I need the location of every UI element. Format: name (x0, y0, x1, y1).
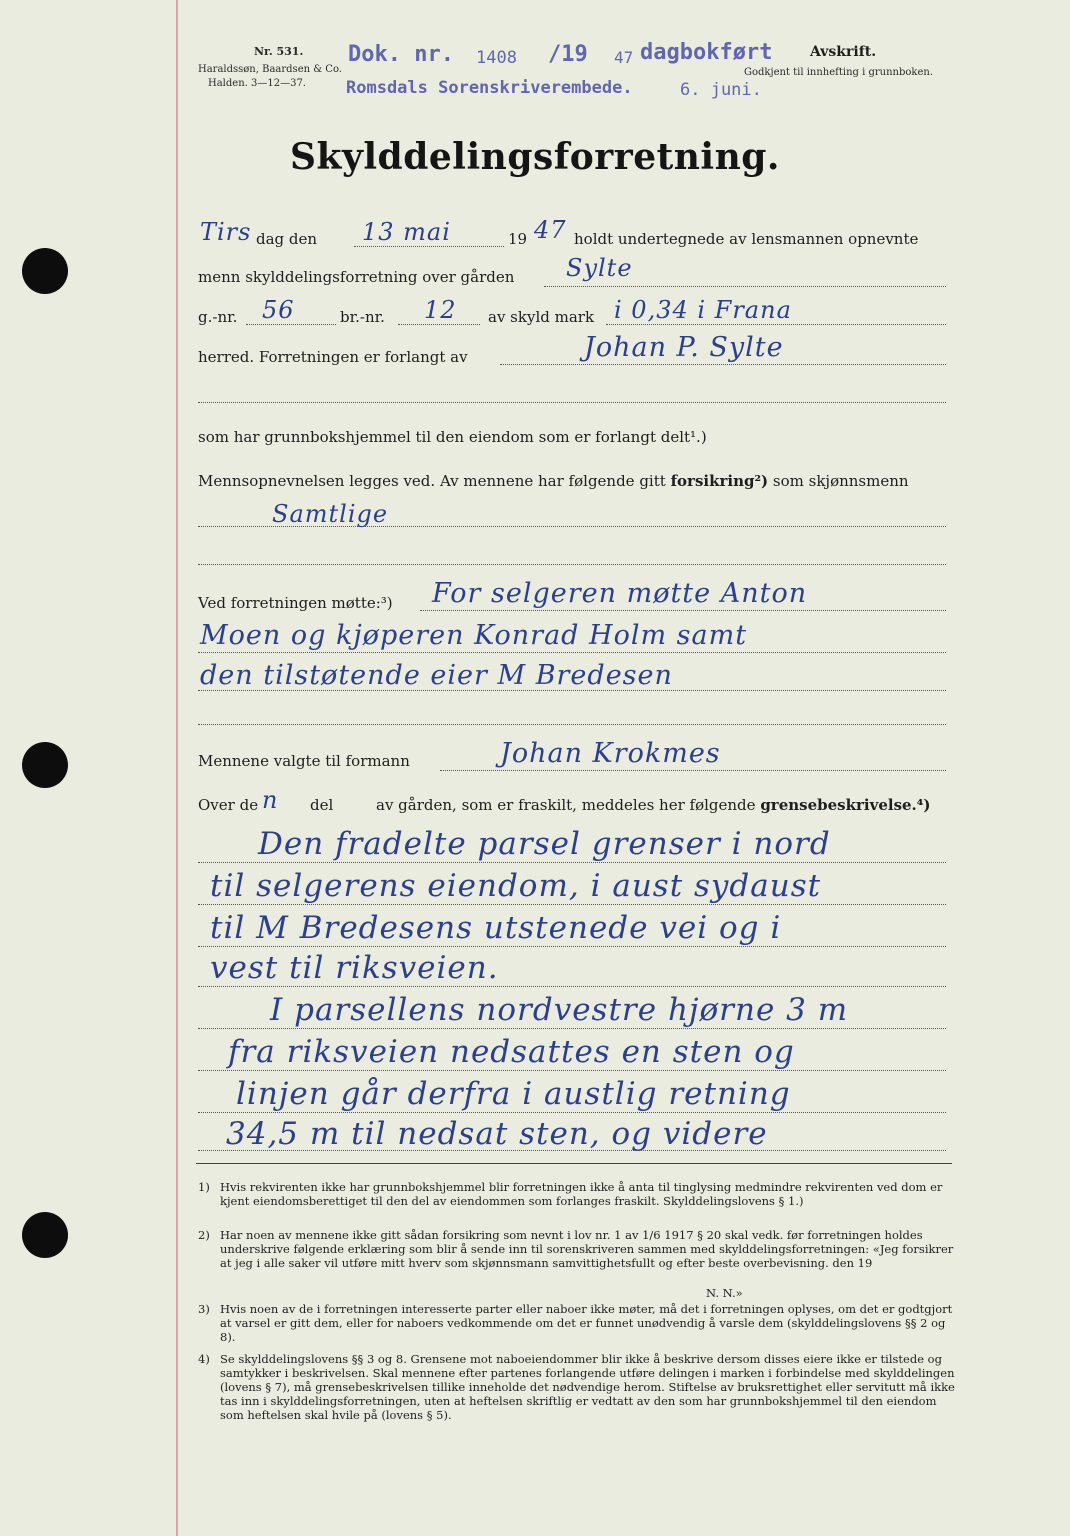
punch-hole (22, 248, 68, 294)
desc-line-8: 34,5 m til nedsat sten, og videre (226, 1116, 768, 1152)
brnr-label: br.-nr. (340, 308, 385, 326)
desc-rule-5 (198, 1028, 946, 1029)
ved-text: Ved forretningen møtte:³) (198, 594, 393, 612)
stamp-dok-label: Dok. nr. (348, 42, 454, 67)
mote-rule-3 (198, 690, 946, 691)
stamp-office: Romsdals Sorenskriverembede. (346, 78, 633, 98)
gnr-rule (246, 324, 336, 325)
blank-rule-2 (198, 564, 946, 565)
desc-line-6: fra riksveien nedsattes en sten og (228, 1034, 795, 1070)
samtlige-rule (198, 526, 946, 527)
footnote-2-num: 2) (198, 1228, 210, 1242)
over-prefix: Over de (198, 796, 259, 814)
desc-rule-8 (198, 1150, 946, 1151)
godkjent-note: Godkjent til innhefting i grunnboken. (744, 67, 933, 78)
requester-handwritten: Johan P. Sylte (584, 332, 784, 363)
desc-rule-3 (198, 946, 946, 947)
desc-rule-4 (198, 986, 946, 987)
footnote-4-text: Se skylddelingslovens §§ 3 og 8. Grensene mot naboeiendommer blir ikke å beskrive dersom disses eiere ikke er tilstede og samtykker i beskrivelsen. Skal mennene efter partenes forlangende utføre delingen i marken i forbindelse med skylddelingen (lovens § 7), må grensebeskrivelsen tillike inneholde det nødvendige herom. Stiftelse av bruksrettighet eller servitutt må ikke tas inn i skylddelingsforretningen, uten at heftelsen skriftlig er vedtatt av den som har grunnbokshjemmel til den eiendom som heftelsen skal hvile på (lovens § 5). (220, 1352, 955, 1422)
form-number: Nr. 531. (254, 45, 304, 58)
requester-rule (500, 364, 946, 365)
dag-den-label: dag den (256, 230, 318, 248)
footnote-separator (196, 1163, 952, 1164)
mote-line2-handwritten: Moen og kjøperen Konrad Holm samt (200, 620, 748, 651)
desc-line-5: I parsellens nordvestre hjørne 3 m (270, 992, 849, 1028)
formann-text: Mennene valgte til formann (198, 752, 410, 770)
forsikring-bold: forsikring²) (670, 472, 769, 490)
desc-rule-1 (198, 862, 946, 863)
desc-rule-2 (198, 904, 946, 905)
farm-rule (544, 286, 946, 287)
brnr-handwritten: 12 (424, 296, 457, 324)
footnote-1-text: Hvis rekvirenten ikke har grunnbokshjemmel blir forretningen ikke å anta til tinglysing medmindre rekvirenten ved dom er kjent eiendomsberettiget til den del av eiendommen som forlanges fraskilt. Skylddelingslovens § 1.) (220, 1180, 943, 1208)
menn-text: menn skylddelingsforretning over gården (198, 268, 515, 286)
samtlige-handwritten: Samtlige (272, 500, 389, 528)
footnote-3-num: 3) (198, 1302, 210, 1316)
date-handwritten: 13 mai (362, 218, 451, 246)
over-rest: av gården, som er fraskilt, meddeles her følgende (376, 796, 756, 814)
punch-hole (22, 1212, 68, 1258)
year-handwritten: 47 (534, 216, 567, 244)
formann-handwritten: Johan Krokmes (500, 738, 721, 769)
stamp-year-prefix: /19 (548, 42, 588, 67)
stamp-number: 1408 (476, 48, 517, 68)
over-handwritten: n (262, 786, 279, 814)
mote-line1-handwritten: For selgeren møtte Anton (432, 578, 808, 609)
desc-line-2: til selgerens eiendom, i aust sydaust (210, 868, 822, 904)
grense-bold: grensebeskrivelse.⁴) (760, 796, 931, 814)
skjonn-text: som skjønnsmenn (772, 472, 909, 490)
document-title: Skylddelingsforretning. (290, 136, 780, 178)
desc-line-1: Den fradelte parsel grenser i nord (258, 826, 831, 862)
desc-line-4: vest til riksveien. (210, 950, 499, 986)
menns-text (198, 472, 909, 490)
mote-rule-1 (420, 610, 946, 611)
footnote-3-text: Hvis noen av de i forretningen interesserte parter eller naboer ikke møter, må det i forretningen oplyses, om det er godtgjort at varsel er gitt dem, eller for naboers vedkommende om det er funnet unødvendig å varsle dem (skylddelingslovens §§ 2 og 8). (220, 1302, 953, 1344)
blank-rule (198, 402, 946, 403)
desc-line-7: linjen går derfra i austlig retning (236, 1076, 791, 1112)
publisher-line1: Haraldssøn, Baardsen & Co. (198, 64, 342, 75)
blank-rule-3 (198, 724, 946, 725)
skyld-rule (606, 324, 946, 325)
footnote-1-num: 1) (198, 1180, 210, 1194)
stamp-year: 47 (614, 48, 634, 67)
gnr-label: g.-nr. (198, 308, 238, 326)
herred-text: herred. Forretningen er forlangt av (198, 348, 468, 366)
footnote-2-signature (706, 1286, 743, 1300)
publisher-line2: Halden. 3—12—37. (208, 78, 306, 89)
desc-rule-6 (198, 1070, 946, 1071)
margin-line (176, 0, 178, 1536)
footnote-2-nn: N. N.» (706, 1286, 743, 1300)
over-rest-line (376, 796, 930, 814)
holdt-text: holdt undertegnede av lensmannen opnevnte (574, 230, 919, 248)
mote-line3-handwritten: den tilstøtende eier M Bredesen (200, 660, 673, 691)
footnote-2-text: Har noen av mennene ikke gitt sådan forsikring som nevnt i lov nr. 1 av 1/6 1917 § 20 skal vedk. før forretningen holdes underskrive følgende erklæring som blir å sende inn til sorenskriveren sammen med skylddelingsforretningen: «Jeg forsikrer at jeg i alle saker vil utføre mitt hverv som skjønnsmann samvittighetsfullt og efter beste overbevisning. den 19 (220, 1228, 954, 1270)
formann-rule (440, 770, 946, 771)
grunnbok-text: som har grunnbokshjemmel til den eiendom som er forlangt delt¹.) (198, 428, 707, 446)
over-del: del (310, 796, 334, 814)
date-rule (354, 246, 504, 247)
skyld-handwritten: i 0,34 i Frana (614, 296, 792, 324)
gnr-handwritten: 56 (262, 296, 295, 324)
punch-hole (22, 742, 68, 788)
weekday-handwritten: Tirs (200, 218, 252, 246)
stamp-dagbokfort: dagbokført (640, 40, 773, 65)
desc-line-3: til M Bredesens utstenede vei og i (210, 910, 782, 946)
skyld-label: av skyld mark (488, 308, 595, 326)
mote-rule-2 (198, 652, 946, 653)
farm-handwritten: Sylte (566, 254, 633, 282)
stamp-date: 6. juni. (680, 80, 762, 100)
avskrift-label: Avskrift. (810, 44, 877, 60)
brnr-rule (398, 324, 480, 325)
desc-rule-7 (198, 1112, 946, 1113)
menns-text-main: Mennsopnevnelsen legges ved. Av mennene har følgende gitt (198, 472, 666, 490)
year-prefix: 19 (508, 230, 528, 248)
footnote-4-num: 4) (198, 1352, 210, 1366)
